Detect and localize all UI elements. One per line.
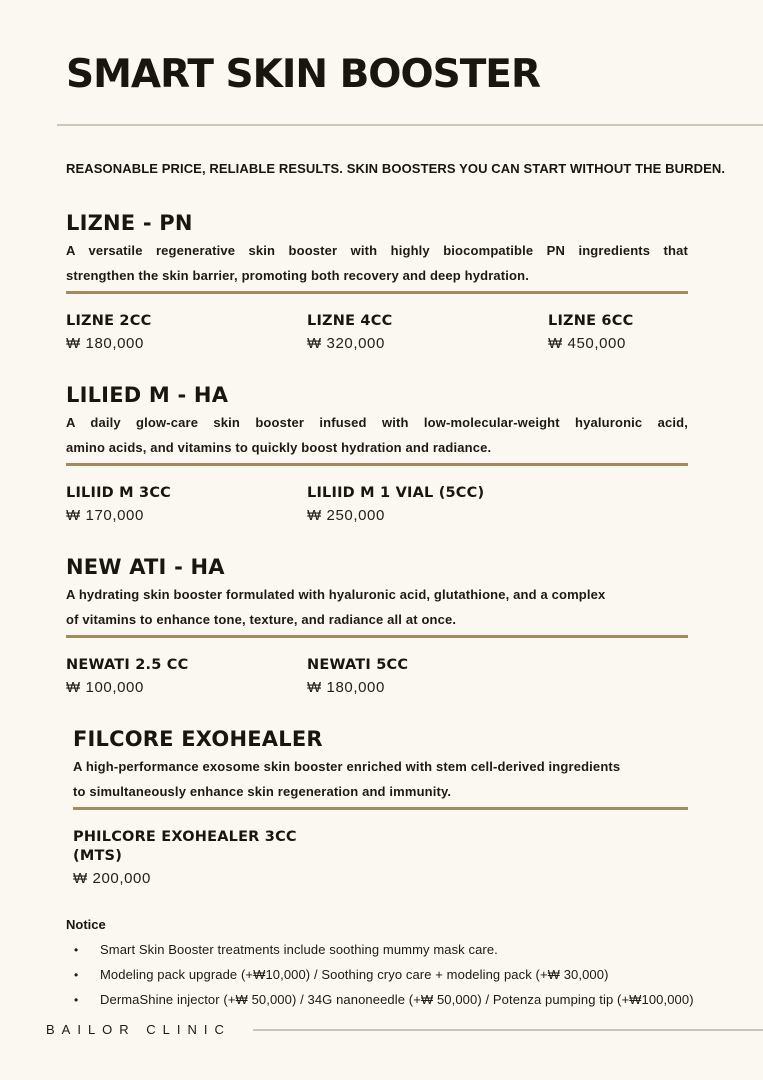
section-filcore-exohealer: [73, 726, 763, 888]
section-divider: [66, 463, 688, 466]
item-name: LILIID M 3CC: [66, 485, 171, 501]
footer-divider: [253, 1029, 763, 1031]
description-line: A versatile regenerative skin booster with highly biocompatible PN ingredients that: [66, 243, 688, 258]
section-title: LIZNE - PN: [66, 211, 193, 235]
price-items: [66, 484, 763, 525]
clinic-brand: BAILOR CLINIC: [46, 1022, 231, 1037]
item-name: NEWATI 2.5 CC: [66, 657, 189, 673]
section-lizne-pn: [66, 210, 763, 353]
header-divider: [57, 124, 763, 126]
page-title: SMART SKIN BOOSTER: [66, 52, 540, 97]
section-description: [66, 410, 763, 460]
description-line: to simultaneously enhance skin regeneration and immunity.: [73, 784, 452, 799]
bullet-icon: [66, 942, 100, 958]
item-name: PHILCORE EXOHEALER 3CC (MTS): [73, 829, 297, 864]
description-line: strengthen the skin barrier, promoting both recovery and deep hydration.: [66, 268, 529, 283]
section-lilied-m-ha: [66, 382, 763, 525]
notice-block: [66, 917, 763, 1008]
notice-item: [66, 992, 763, 1008]
price-item: [307, 656, 548, 697]
description-line: A daily glow-care skin booster infused with low-molecular-weight hyaluronic acid,: [66, 415, 688, 430]
section-description: [66, 238, 763, 288]
notice-item: [66, 942, 763, 958]
notice-item: [66, 967, 763, 983]
description-line: amino acids, and vitamins to quickly boost hydration and radiance.: [66, 440, 492, 455]
notice-text: Modeling pack upgrade (+₩10,000) / Soothing cryo care + modeling pack (+₩ 30,000): [100, 967, 609, 982]
notice-text: Smart Skin Booster treatments include soothing mummy mask care.: [100, 942, 498, 957]
item-name: LIZNE 6CC: [548, 313, 634, 329]
section-divider: [66, 635, 688, 638]
section-description: [66, 582, 763, 632]
item-price: ₩ 200,000: [73, 870, 151, 887]
item-price: ₩ 100,000: [66, 679, 144, 696]
price-item: [66, 484, 307, 525]
item-price: ₩ 180,000: [66, 335, 144, 352]
bullet-icon: [66, 967, 100, 983]
item-price: ₩ 250,000: [307, 507, 385, 524]
section-new-ati-ha: [66, 554, 763, 697]
section-divider: [66, 291, 688, 294]
price-items: [66, 656, 763, 697]
description-line: of vitamins to enhance tone, texture, and radiance all at once.: [66, 612, 457, 627]
notice-text: DermaShine injector (+₩ 50,000) / 34G nanoneedle (+₩ 50,000) / Potenza pumping tip (+₩100,000): [100, 992, 694, 1007]
item-name: NEWATI 5CC: [307, 657, 409, 673]
price-item: [73, 828, 314, 888]
item-name: LIZNE 2CC: [66, 313, 152, 329]
item-price: ₩ 450,000: [548, 335, 626, 352]
item-price: ₩ 320,000: [307, 335, 385, 352]
section-description: [73, 754, 763, 804]
section-divider: [73, 807, 688, 810]
page-subtitle: REASONABLE PRICE, RELIABLE RESULTS. SKIN BOOSTERS YOU CAN START WITHOUT THE BURDEN.: [66, 161, 726, 176]
price-item: [66, 312, 307, 353]
price-item: [66, 656, 307, 697]
section-title: LILIED M - HA: [66, 383, 229, 407]
item-name: LILIID M 1 VIAL (5CC): [307, 485, 485, 501]
item-price: ₩ 170,000: [66, 507, 144, 524]
description-line: A high-performance exosome skin booster enriched with stem cell-derived ingredients: [73, 759, 621, 774]
section-title: FILCORE EXOHEALER: [73, 727, 323, 751]
price-item: [307, 484, 548, 525]
section-title: NEW ATI - HA: [66, 555, 225, 579]
price-item: [548, 312, 763, 353]
bullet-icon: [66, 992, 100, 1008]
price-item: [307, 312, 548, 353]
description-line: A hydrating skin booster formulated with hyaluronic acid, glutathione, and a complex: [66, 587, 606, 602]
item-price: ₩ 180,000: [307, 679, 385, 696]
item-name: LIZNE 4CC: [307, 313, 393, 329]
price-items: [73, 828, 763, 888]
footer: [46, 1022, 763, 1037]
notice-title: Notice: [66, 917, 106, 932]
price-items: [66, 312, 763, 353]
